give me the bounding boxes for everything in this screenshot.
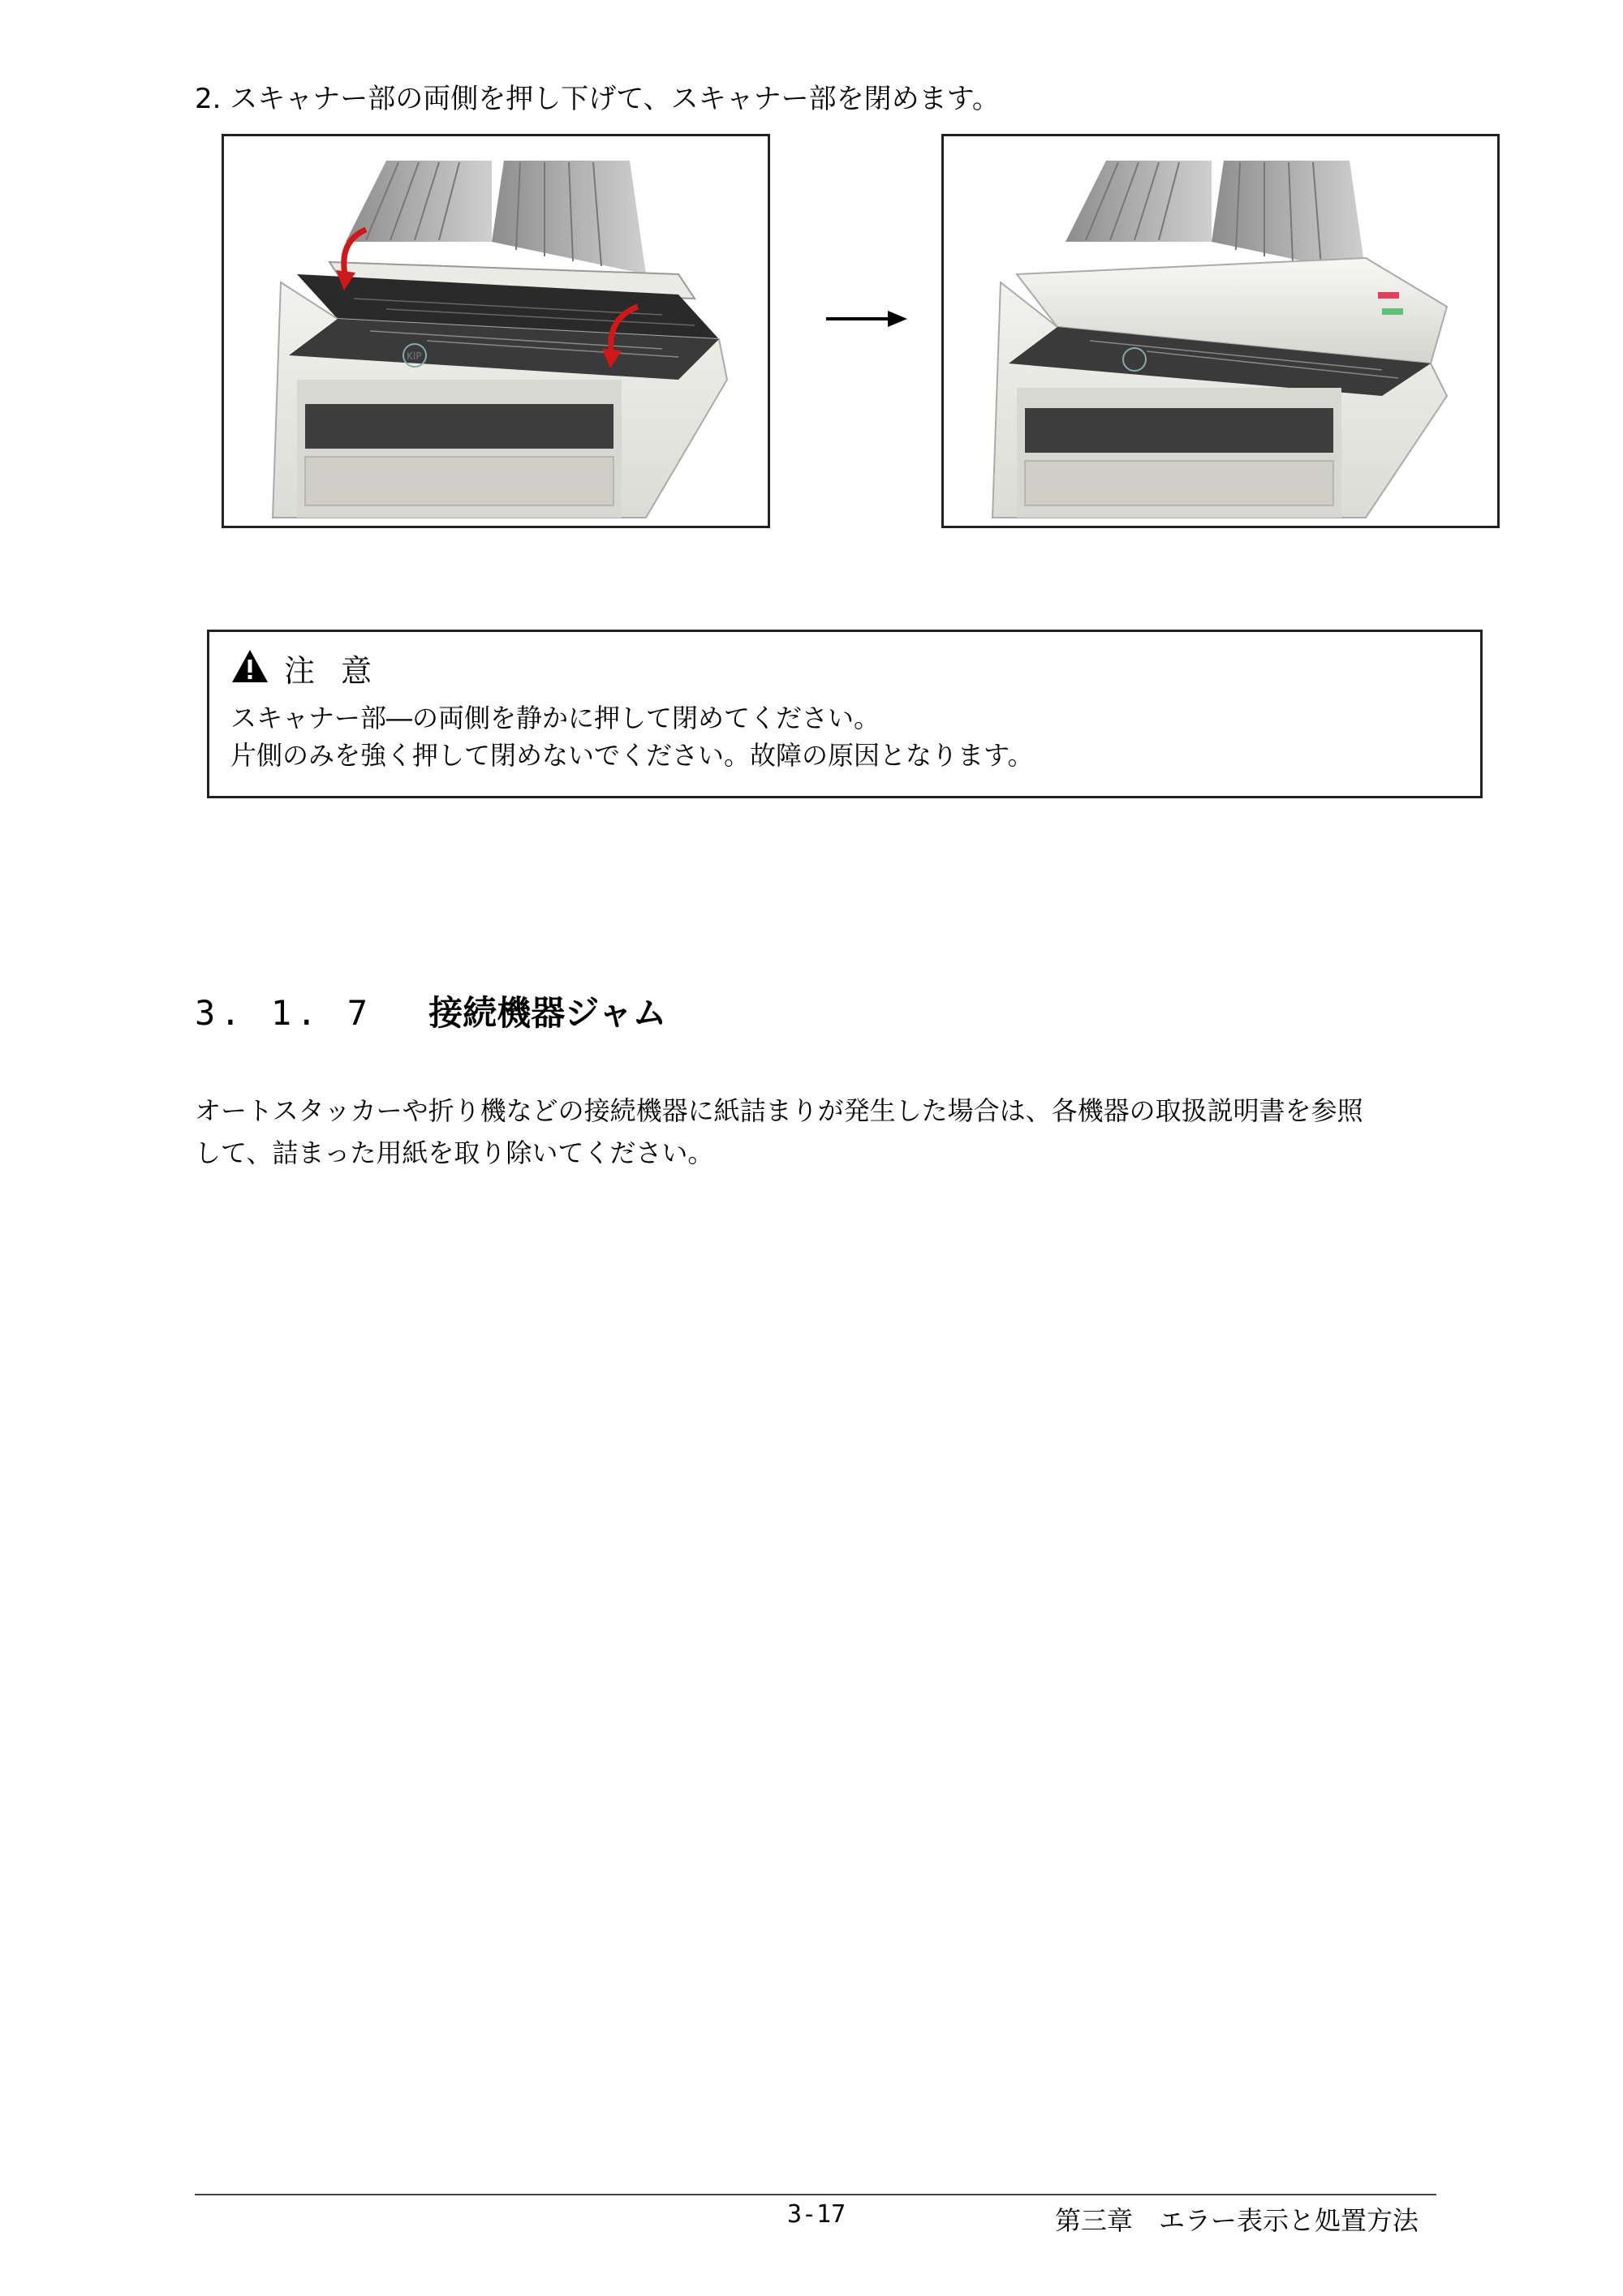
scanner-closed-photo: [941, 134, 1500, 528]
caution-line-2: 片側のみを強く押して閉めないでください。故障の原因となります。: [230, 740, 1034, 771]
chapter-title: 第三章 エラー表示と処置方法: [1055, 2205, 1419, 2236]
caution-box: [207, 630, 1483, 798]
caution-header: [230, 643, 380, 692]
section-title: 接続機器ジャム: [428, 993, 667, 1033]
right-arrow-icon: [826, 307, 907, 331]
step-instruction: 2. スキャナー部の両側を押し下げて、スキャナー部を閉めます。: [195, 83, 1000, 115]
section-number: 3. 1. 7: [195, 993, 373, 1033]
brand-logo: KIP: [407, 350, 422, 362]
page-number: 3-17: [787, 2200, 846, 2229]
caution-line-1: スキャナー部―の両側を静かに押して閉めてください。: [230, 703, 880, 733]
scanner-open-photo: [222, 134, 770, 528]
section-body-line-2: して、詰まった用紙を取り除いてください。: [195, 1137, 714, 1168]
footer-divider: [195, 2194, 1436, 2195]
caution-title: 注 意: [284, 652, 381, 689]
warning-triangle-icon: [230, 648, 269, 687]
section-body-line-1: オートスタッカーや折り機などの接続機器に紙詰まりが発生した場合は、各機器の取扱説明書を参照: [195, 1095, 1363, 1126]
section-heading: [195, 990, 666, 1037]
